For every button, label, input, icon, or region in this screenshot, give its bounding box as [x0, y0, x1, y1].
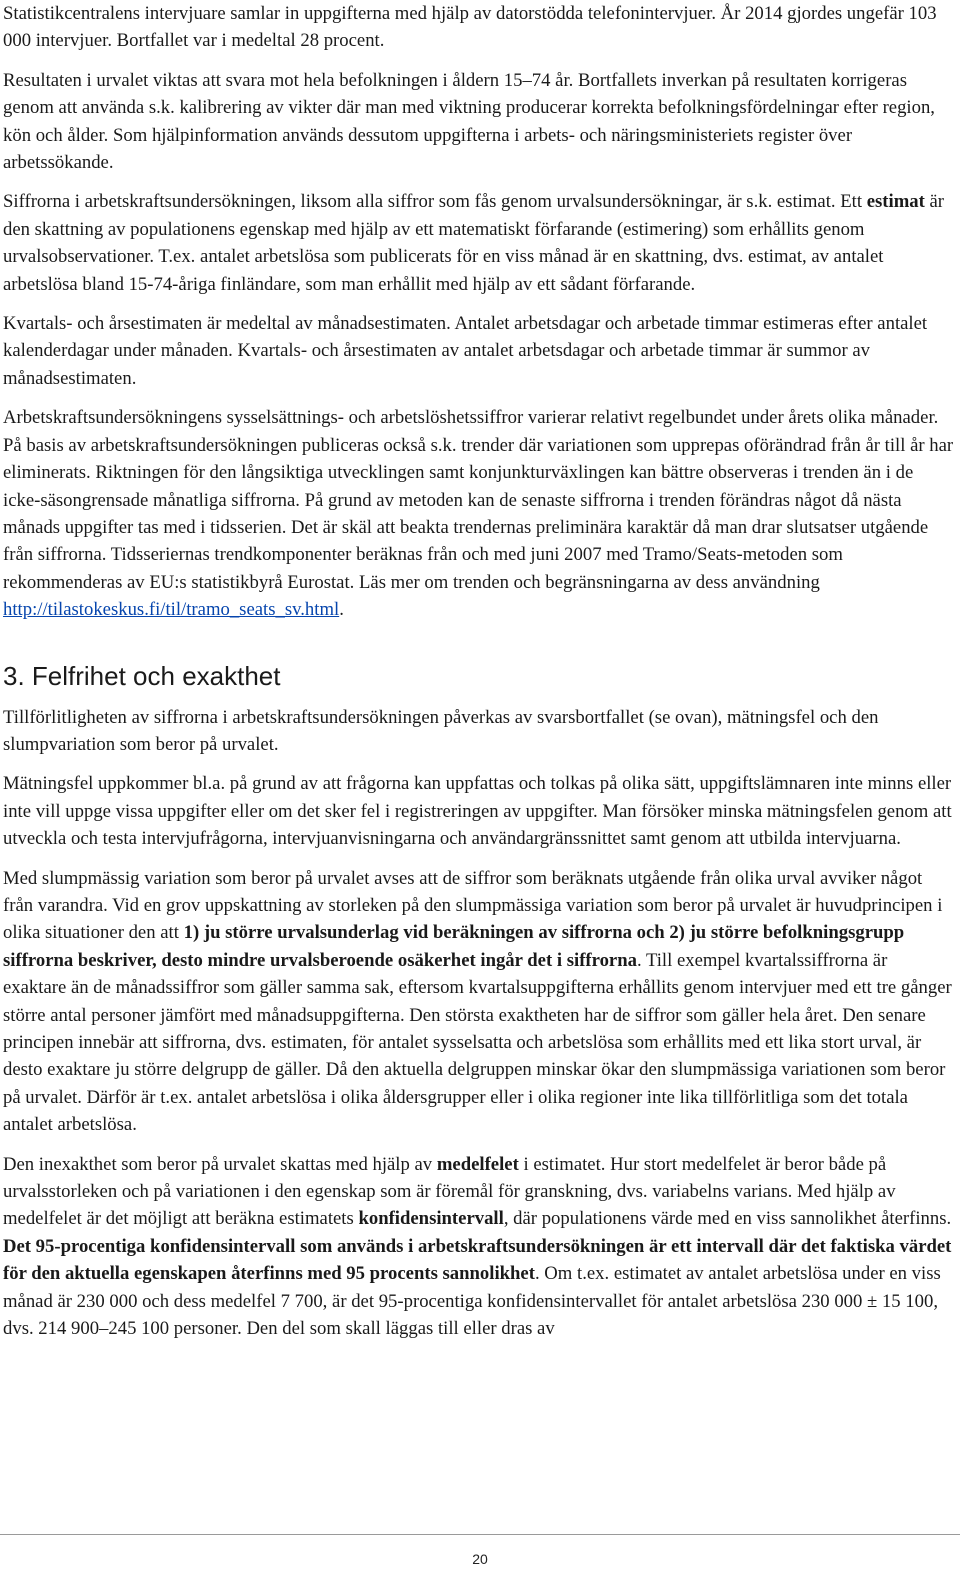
document-body [3, 0, 955, 1354]
paragraph-weighting: Resultaten i urvalet viktas att svara mot hela befolkningen i åldern 15–74 år. Bortfallets inverkan på resultaten korrigeras genom att använda s.k. kalibrering av vikter där man med viktning producerar korrekta befolkningsfördelningar efter region, kön och ålder. Som hjälpinformation används dessutom uppgifterna i arbets- och näringsministeriets register över arbetssökande. [3, 69, 935, 174]
text-span: . Till exempel kvartalssiffrorna är exaktare än de månadssiffror som gäller samma sak, eftersom kvartalsuppgifterna erhållits genom intervjuer med ett tre gånger större antal personer jämfört med månadsuppgifterna. Den största exaktheten har de siffror som gäller hela året. Den senare principen innebär att siffrorna, dvs. estimaten, för antalet sysselsatta och arbetslösa som erhållits med ett lika stort urval, är desto exaktare ju större delgrupp de gäller. Då den aktuella delgruppen minskar ökar den slumpmässiga variationen som beror på urvalet. Därför är t.ex. antalet arbetslösa i olika åldersgrupper eller i olika regioner inte lika tillförlitliga som det totala antalet arbetslösa. [3, 949, 952, 1136]
text-span: . [339, 599, 344, 621]
paragraph-random-variation [3, 865, 955, 1139]
footer-divider [0, 1534, 960, 1535]
paragraph-interviews: Statistikcentralens intervjuare samlar in uppgifterna med hjälp av datorstödda telefonintervjuer. År 2014 gjordes ungefär 103 000 intervjuer. Bortfallet var i medeltal 28 procent. [3, 3, 937, 52]
bold-confidence-statement: Det 95-procentiga konfidensintervall som används i arbetskraftsundersökningen är ett intervall där det faktiska värdet för den aktuella egenskapen återfinns med 95 procents sannolikhet [3, 1235, 952, 1285]
text-span: är den skattning av populationens egenskap med hjälp av ett matematiskt förfarande (estimering) som erhållits genom urvalsobservationer. T.ex. antalet arbetslösa som publicerats för en viss månad är en skattning, dvs. estimat, av antalet arbetslösa bland 15-74-åriga finländare, som man erhållit med hjälp av ett sådant förfarande. [3, 191, 945, 295]
page-number: 20 [472, 1551, 488, 1567]
text-span: Arbetskraftsundersökningens sysselsättnings- och arbetslöshetssiffror varierar relativt regelbundet under årets olika månader. På basis av arbetskraftsundersökningen publiceras också s.k. trender där variationen som upprepas oförändrad från år till år har eliminerats. Riktningen för den långsiktiga utvecklingen samt konjunkturväxlingen kan bättre observeras i trenden än i de icke-säsongrensade månatliga siffrorna. På grund av metoden kan de senaste siffrorna i trenden förändras något då nästa månads uppgifter tas med i tidsserien. Det är skäl att beakta trendernas preliminära karaktär då man drar slutsatser utgående från siffrorna. Tidsseriernas trendkomponenter beräknas från och med juni 2007 med Tramo/Seats-metoden som rekommenderas av EU:s statistikbyrå Eurostat. Läs mer om trenden och begränsningarna av dess användning [3, 407, 954, 593]
tramo-seats-link[interactable]: http://tilastokeskus.fi/til/tramo_seats_sv.html [3, 599, 340, 621]
bold-term-konfidensintervall: konfidensintervall [358, 1208, 504, 1230]
bold-term-medelfelet: medelfelet [436, 1153, 519, 1175]
paragraph-standard-error [3, 1151, 955, 1343]
paragraph-measurement-error: Mätningsfel uppkommer bl.a. på grund av att frågorna kan uppfattas och tolkas på olika sätt, uppgiftslämnaren inte minns eller inte vill uppge vissa uppgifter eller om det sker fel i registreringen av uppgifter. Man försöker minska mätningsfelen genom att utveckla och testa intervjufrågorna, intervjuanvisningarna och användargränssnittet samt genom att utbilda intervjuarna. [3, 773, 952, 850]
paragraph-quarterly: Kvartals- och årsestimaten är medeltal av månadsestimaten. Antalet arbetsdagar och arbetade timmar estimeras efter antalet kalenderdagar under månaden. Kvartals- och årsestimaten av antalet arbetsdagar och arbetade timmar är summor av månadsestimaten. [3, 313, 928, 389]
text-span: . Om t.ex. estimatet av antalet arbetslösa under en viss månad är 230 000 och dess medelfel 7 700, är det 95-procentiga konfidensintervallet för antalet arbetslösa 230 000 ± 15 100, dvs. 214 900–245 100 personer. Den del som skall läggas till eller dras av [3, 1263, 941, 1340]
paragraph-estimates [3, 188, 955, 298]
text-span: i estimatet. Hur stort medelfelet är beror både på urvalsstorleken och på variationen i den egenskap som är föremål för granskning, dvs. variabelns varians. Med hjälp av medelfelet är det möjligt att beräkna estimatets [3, 1153, 896, 1230]
paragraph-trends [3, 404, 955, 623]
bold-principle: 1) ju större urvalsunderlag vid beräkningen av siffrorna och 2) ju större befolkningsgrupp siffrorna beskriver, desto mindre urvalsberoende osäkerhet ingår det i siffrorna [3, 922, 905, 971]
text-span: , där populationens värde med en viss sannolikhet återfinns. [503, 1208, 952, 1230]
text-span: Den inexakthet som beror på urvalet skattas med hjälp av [3, 1153, 437, 1175]
paragraph-reliability: Tillförlitligheten av siffrorna i arbetskraftsundersökningen påverkas av svarsbortfallet (se ovan), mätningsfel och den slumpvariation som beror på urvalet. [3, 706, 879, 755]
text-span: Med slumpmässig variation som beror på urvalet avses att de siffror som beräknats utgående från olika urval avviker något från varandra. Vid en grov uppskattning av storleken på den slumpmässiga variation som beror på urvalet är huvudprincipen i olika situationer den att [3, 867, 943, 944]
bold-term-estimat: estimat [866, 191, 925, 213]
section-heading: 3. Felfrihet och exakthet [3, 660, 281, 691]
text-span: Siffrorna i arbetskraftsundersökningen, liksom alla siffror som fås genom urvalsundersökningar, är s.k. estimat. Ett [3, 191, 867, 213]
